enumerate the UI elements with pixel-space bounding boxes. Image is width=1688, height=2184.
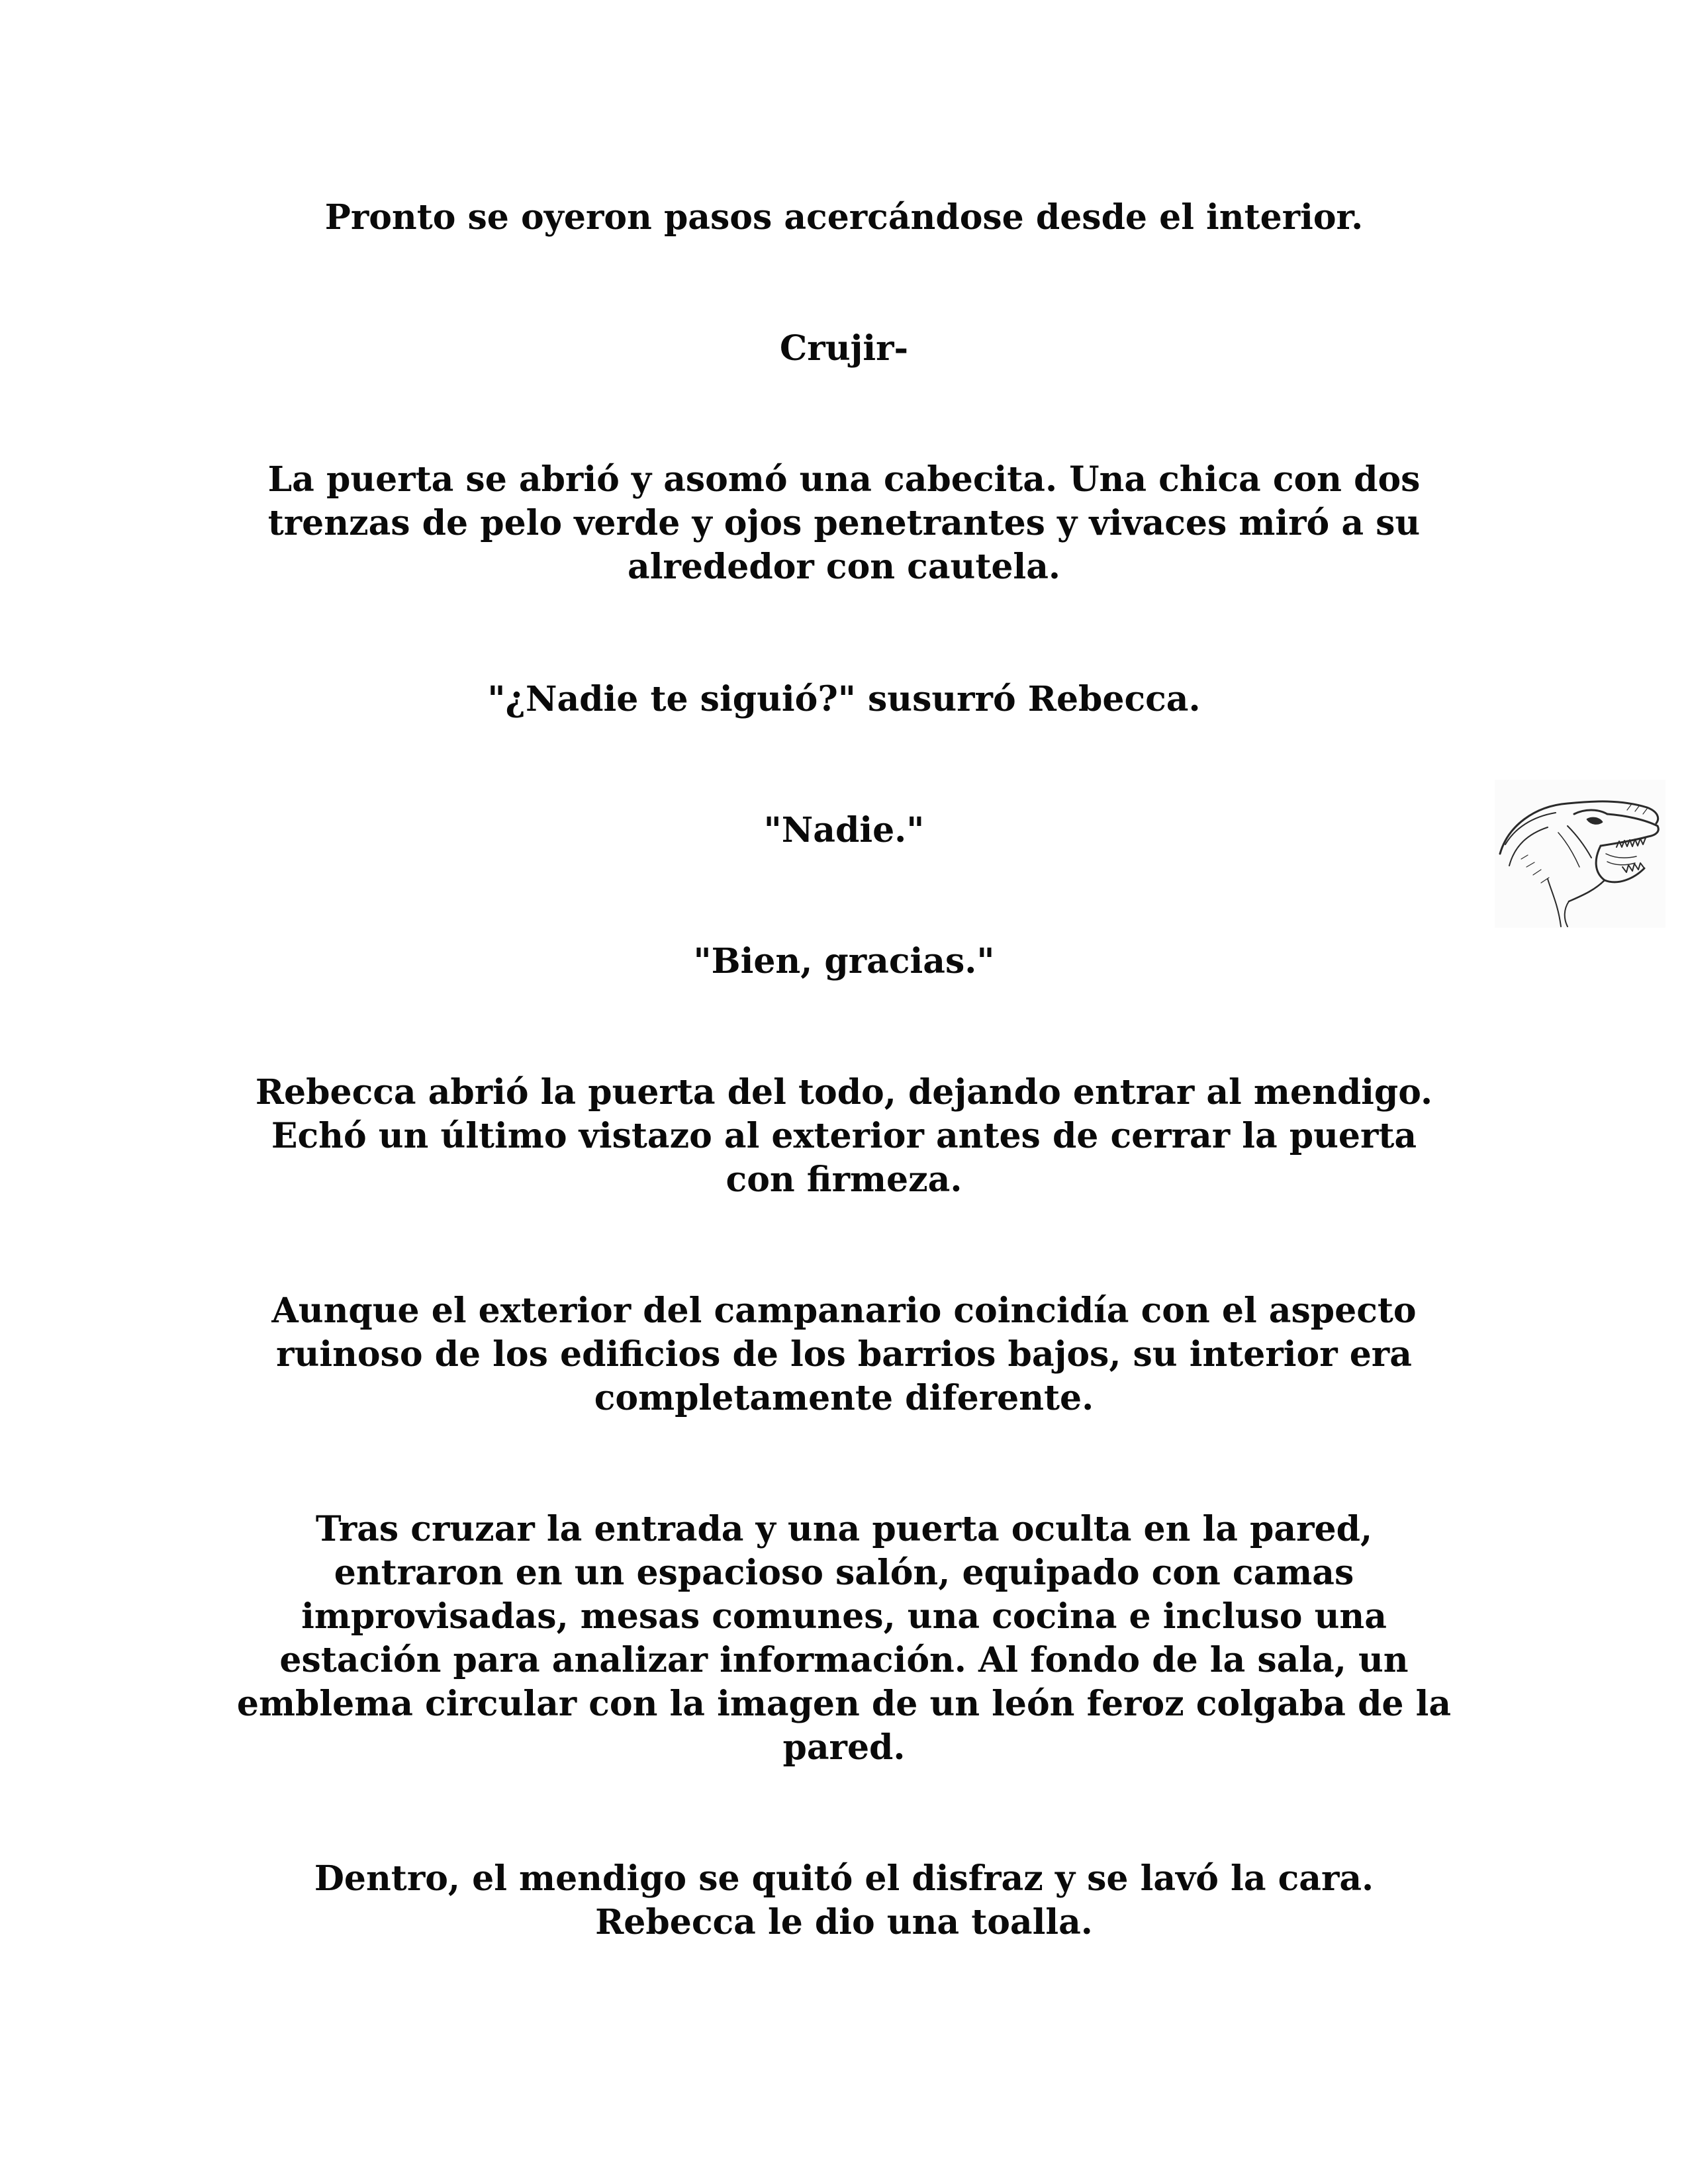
- text-line: trenzas de pelo verde y ojos penetrantes y vivaces miró a su: [267, 503, 1421, 543]
- text-line: Tras cruzar la entrada y una puerta oculta en la pared,: [315, 1509, 1373, 1549]
- paragraph-7: [218, 1071, 1470, 1202]
- text-line: con firmeza.: [726, 1160, 962, 1200]
- text-line: "Nadie.": [763, 810, 925, 850]
- text-line: ruinoso de los edificios de los barrios bajos, su interior era: [276, 1334, 1412, 1375]
- paragraph-2: [218, 327, 1470, 371]
- text-line: "Bien, gracias.": [693, 941, 995, 981]
- text-line: Aunque el exterior del campanario coincidía con el aspecto: [271, 1291, 1417, 1331]
- text-line: completamente diferente.: [594, 1378, 1094, 1418]
- text-line: emblema circular con la imagen de un león feroz colgaba de la: [236, 1684, 1452, 1724]
- dinosaur-head-sketch-icon: [1495, 780, 1665, 928]
- text-line: improvisadas, mesas comunes, una cocina e incluso una: [301, 1596, 1387, 1637]
- paragraph-4: [218, 678, 1470, 721]
- text-line: entraron en un espacioso salón, equipado con camas: [334, 1553, 1354, 1593]
- text-line: "¿Nadie te siguió?" susurró Rebecca.: [487, 679, 1201, 719]
- text-line: Echó un último vistazo al exterior antes de cerrar la puerta: [271, 1116, 1417, 1156]
- text-line: Pronto se oyeron pasos acercándose desde el interior.: [324, 197, 1364, 238]
- paragraph-5: [218, 809, 1470, 852]
- paragraph-1: [218, 196, 1470, 240]
- paragraph-8: [218, 1289, 1470, 1420]
- paragraph-6: [218, 940, 1470, 983]
- text-line: La puerta se abrió y asomó una cabecita. Una chica con dos: [267, 459, 1421, 500]
- text-line: alrededor con cautela.: [628, 547, 1060, 587]
- text-line: Rebecca abrió la puerta del todo, dejando entrar al mendigo.: [255, 1072, 1433, 1113]
- paragraph-9: [218, 1508, 1470, 1770]
- paragraph-10: [218, 1857, 1470, 1944]
- text-line: Rebecca le dio una toalla.: [595, 1902, 1093, 1942]
- text-line: Crujir-: [779, 328, 909, 369]
- paragraph-3: [218, 458, 1470, 589]
- text-line: Dentro, el mendigo se quitó el disfraz y se lavó la cara.: [314, 1858, 1374, 1899]
- text-line: pared.: [782, 1727, 906, 1768]
- text-line: estación para analizar información. Al fondo de la sala, un: [279, 1640, 1409, 1680]
